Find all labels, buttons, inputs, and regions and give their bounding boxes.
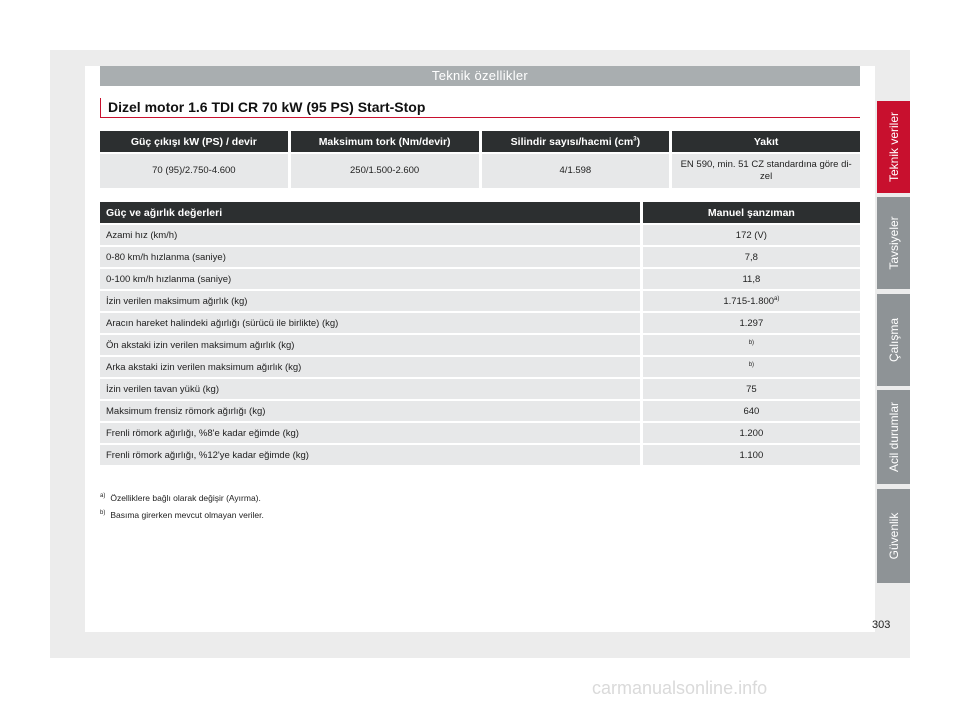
row-label: Frenli römork ağırlığı, %12'ye kadar eğimde (kg) xyxy=(100,445,640,465)
table-row xyxy=(100,335,860,355)
row-value: 1.715-1.800$^{a)}$ xyxy=(643,291,860,311)
table-row xyxy=(100,357,860,377)
row-label: Azami hız (km/h) xyxy=(100,225,640,245)
row-value: 1.200 xyxy=(643,423,860,443)
header-manual-transmission: Manuel şanzıman xyxy=(643,202,860,223)
header-values: Güç ve ağırlık değerleri xyxy=(100,202,640,223)
table-row xyxy=(100,313,860,333)
tab-safety[interactable]: Güvenlik xyxy=(877,489,910,583)
row-label: 0-100 km/h hızlanma (saniye) xyxy=(100,269,640,289)
cell-power: 70 (95)/2.750-4.600 xyxy=(100,154,288,188)
table-row xyxy=(100,379,860,399)
cell-cylinders: 4/1.598 xyxy=(482,154,670,188)
row-value: 172 (V) xyxy=(643,225,860,245)
table-row xyxy=(100,269,860,289)
header-fuel: Yakıt xyxy=(672,131,860,152)
row-label: Frenli römork ağırlığı, %8'e kadar eğimde (kg) xyxy=(100,423,640,443)
title-accent-bar xyxy=(100,98,101,118)
tab-operation[interactable]: Çalışma xyxy=(877,294,910,386)
header-power: Güç çıkışı kW (PS) / devir xyxy=(100,131,288,152)
row-value: b) xyxy=(643,335,860,355)
cell-fuel: EN 590, min. 51 CZ standardına göre di- zel xyxy=(672,154,860,188)
row-value: 1.100 xyxy=(643,445,860,465)
footnote-b: $^{b)}$ Basıma girerken mevcut olmayan veriler. xyxy=(100,509,264,520)
row-label: Ön akstaki izin verilen maksimum ağırlık (kg) xyxy=(100,335,640,355)
engine-table-header xyxy=(100,131,860,152)
section-title: Dizel motor 1.6 TDI CR 70 kW (95 PS) Start-Stop xyxy=(108,99,426,115)
row-label: 0-80 km/h hızlanma (saniye) xyxy=(100,247,640,267)
header-torque: Maksimum tork (Nm/devir) xyxy=(291,131,479,152)
row-label: Maksimum frensiz römork ağırlığı (kg) xyxy=(100,401,640,421)
row-value: 75 xyxy=(643,379,860,399)
header-cylinders: Silindir sayısı/hacmi $(cm^3)$ xyxy=(482,131,670,152)
footnotes xyxy=(100,489,264,523)
row-value: 7,8 xyxy=(643,247,860,267)
table-row xyxy=(100,445,860,465)
table-row xyxy=(100,423,860,443)
row-value: 1.297 xyxy=(643,313,860,333)
table-row xyxy=(100,154,860,188)
table-row xyxy=(100,225,860,245)
title-underline xyxy=(100,117,860,118)
row-label: İzin verilen maksimum ağırlık (kg) xyxy=(100,291,640,311)
table-row xyxy=(100,247,860,267)
row-label: İzin verilen tavan yükü (kg) xyxy=(100,379,640,399)
tab-recommendations[interactable]: Tavsiyeler xyxy=(877,197,910,289)
table-row xyxy=(100,401,860,421)
page-header: Teknik özellikler xyxy=(100,66,860,86)
row-label: Arka akstaki izin verilen maksimum ağırlık (kg) xyxy=(100,357,640,377)
row-value: 640 xyxy=(643,401,860,421)
page-number: 303 xyxy=(872,619,891,631)
footnote-a: $^{a)}$ Özelliklere bağlı olarak değişir (Ayırma). xyxy=(100,492,261,503)
weights-table xyxy=(97,200,863,467)
engine-specs-table xyxy=(97,129,863,190)
cell-torque: 250/1.500-2.600 xyxy=(291,154,479,188)
watermark: carmanualsonline.info xyxy=(592,678,768,698)
row-label: Aracın hareket halindeki ağırlığı (sürücü ile birlikte) (kg) xyxy=(100,313,640,333)
weights-table-header xyxy=(100,202,860,223)
table-row xyxy=(100,291,860,311)
row-value: 11,8 xyxy=(643,269,860,289)
row-value: b) xyxy=(643,357,860,377)
tab-emergencies[interactable]: Acil durumlar xyxy=(877,390,910,484)
tab-technical-data[interactable]: Teknik veriler xyxy=(877,101,910,193)
